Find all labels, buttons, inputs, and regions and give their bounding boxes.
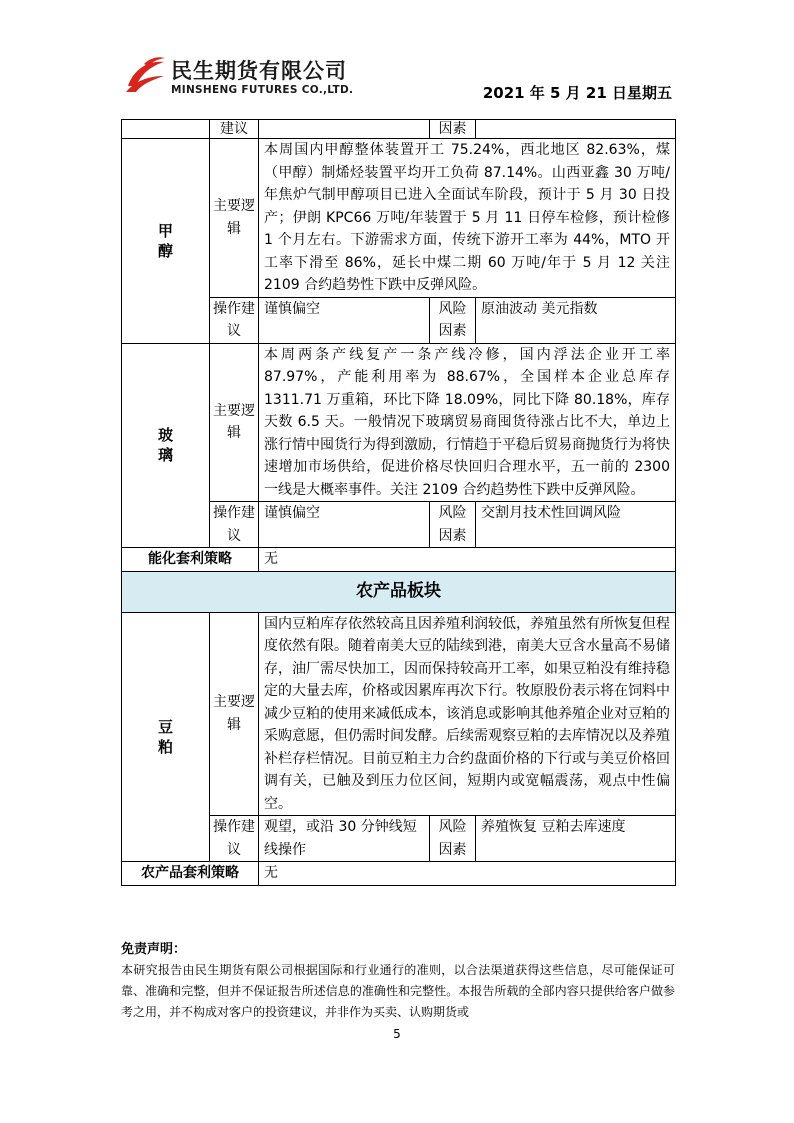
disclaimer-title: 免责声明： [121, 942, 187, 957]
risk-value-empty [476, 120, 676, 139]
logic-label: 主要逻辑 [210, 343, 259, 502]
company-name-en: MINSHENG FUTURES CO.,LTD. [171, 84, 354, 96]
commodity-methanol: 甲醇 [122, 139, 210, 344]
glass-logic-text: 本周两条产线复产一条产线冷修，国内浮法企业开工率 87.97%，产能利用率为 88.67%，全国样本企业总库存 1311.71 万重箱，环比下降 18.09%，同比下降 80.18%，库存天数 6.5 天。一般情况下玻璃贸易商囤货待涨占比不大，单边上涨行情中囤货行为得到激励，行情趋于平稳后贸易商抛货行为将快速增加市场供给，促进价格尽快回归合理水平，五一前的 2300 一线是大概率事件。关注 2109 合约趋势性下跌中反弹风险。 [259, 343, 676, 502]
report-date: 2021 年 5 月 21 日星期五 [482, 84, 672, 102]
table-row-methanol-logic [122, 139, 676, 298]
table-row-continuation [122, 120, 676, 139]
soymeal-risk-value: 养殖恢复 豆粕去库速度 [476, 816, 676, 862]
logo-icon [124, 56, 166, 94]
soymeal-logic-text: 国内豆粕库存依然较高且因养殖利润较低，养殖虽然有所恢复但程度依然有限。随着南美大豆的陆续到港，南美大豆含水量高不易储存，油厂需尽快加工，因而保持较高开工率，如果豆粕没有维持稳定的大量去库，价格或因累库再次下行。牧原股份表示将在饲料中减少豆粕的使用来减低成本，该消息或影响其他养殖企业对豆粕的采购意愿，但仍需时间发酵。后续需观察豆粕的去库情况以及养殖补栏存栏情况。目前豆粕主力合约盘面价格的下行或与美豆价格回调有关，已触及到压力位区间，短期内或宽幅震荡，观点中性偏空。 [259, 612, 676, 816]
op-value-empty [259, 120, 430, 139]
logic-label: 主要逻辑 [210, 612, 259, 816]
strategy-table [121, 119, 676, 886]
methanol-risk-value: 原油波动 美元指数 [476, 297, 676, 343]
op-label: 操作建议 [210, 297, 259, 343]
glass-op-value: 谨慎偏空 [259, 502, 430, 548]
commodity-glass: 玻璃 [122, 343, 210, 548]
risk-label: 风险因素 [430, 297, 476, 343]
table-row-soymeal-logic [122, 612, 676, 816]
risk-label: 风险因素 [430, 502, 476, 548]
methanol-logic-text: 本周国内甲醇整体装置开工 75.24%，西北地区 82.63%，煤（甲醇）制烯烃装置平均开工负荷 87.14%。山西亚鑫 30 万吨/年焦炉气制甲醇项目已进入全面试车阶段，预计于 5 月 30 日投产；伊朗 KPC66 万吨/年装置于 5 月 11 日停车检修，预计检修 1 个月左右。下游需求方面，传统下游开工率为 44%，MTO 开工率下滑至 86%，延长中煤二期 60 万吨/年于 5 月 12 关注 2109 合约趋势性下跌中反弹风险。 [259, 139, 676, 298]
op-label: 操作建议 [210, 816, 259, 862]
table-row-section [122, 571, 676, 612]
energy-strategy-value: 无 [259, 548, 676, 572]
company-name-cn: 民生期货有限公司 [171, 59, 347, 83]
op-label-tail: 建议 [210, 120, 259, 139]
agri-strategy-value: 无 [259, 862, 676, 886]
soymeal-op-value: 观望，或沿 30 分钟线短线操作 [259, 816, 430, 862]
glass-risk-value: 交割月技术性回调风险 [476, 502, 676, 548]
risk-label: 风险因素 [430, 816, 476, 862]
agri-strategy-label: 农产品套利策略 [122, 862, 259, 886]
op-label: 操作建议 [210, 502, 259, 548]
section-title-agri: 农产品板块 [122, 571, 676, 612]
disclaimer-text: 本研究报告由民生期货有限公司根据国际和行业通行的准则，以合法渠道获得这些信息，尽可能保证可靠、准确和完整，但并不保证报告所述信息的准确性和完整性。本报告所载的全部内容只提供给客户做参考之用，并不构成对客户的投资建议，并非作为买卖、认购期货或 [121, 963, 675, 1019]
energy-strategy-label: 能化套利策略 [122, 548, 259, 572]
page-number: 5 [393, 1027, 401, 1041]
risk-label-tail: 因素 [430, 120, 476, 139]
table-row-energy-strategy [122, 548, 676, 572]
table-row-glass-logic [122, 343, 676, 502]
table-row-agri-strategy [122, 862, 676, 886]
company-logo [124, 53, 364, 103]
cat-cell-empty [122, 120, 210, 139]
methanol-op-value: 谨慎偏空 [259, 297, 430, 343]
commodity-soymeal: 豆粕 [122, 612, 210, 862]
logic-label: 主要逻辑 [210, 139, 259, 298]
